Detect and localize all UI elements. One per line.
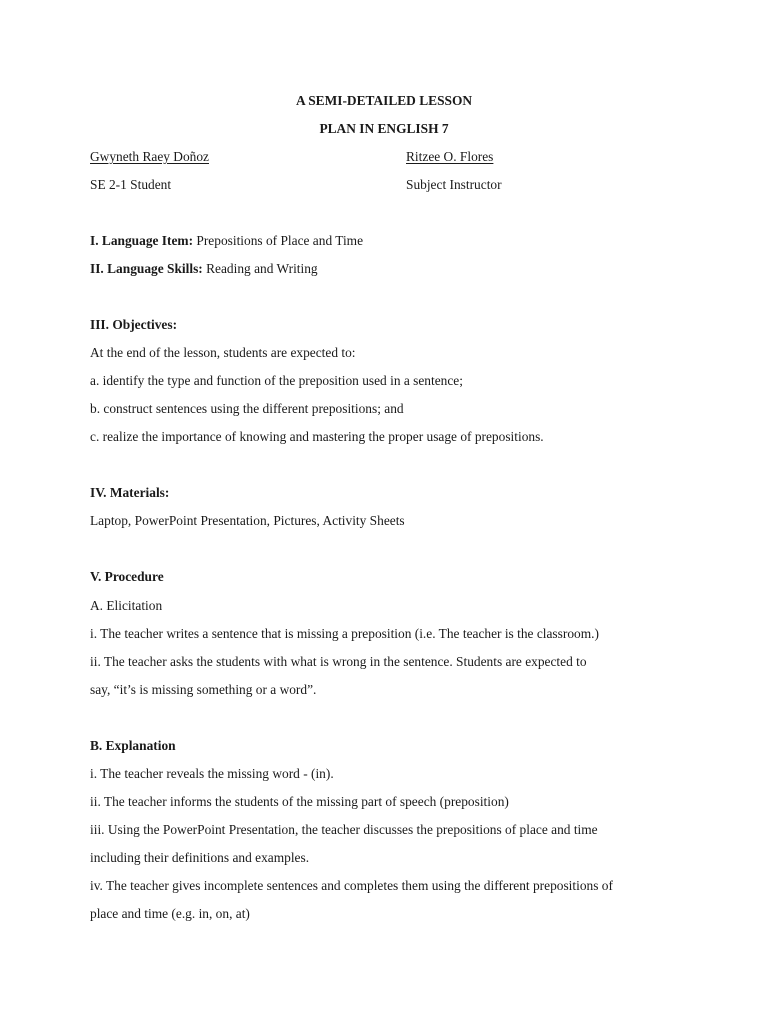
materials-text: Laptop, PowerPoint Presentation, Pictures, Activity Sheets [90,513,405,528]
language-skills-value: Reading and Writing [202,261,318,276]
explanation-line: iii. Using the PowerPoint Presentation, the teacher discusses the prepositions of place and time [90,822,598,837]
objectives-intro: At the end of the lesson, students are expected to: [90,345,356,360]
explanation-line: ii. The teacher informs the students of the missing part of speech (preposition) [90,794,509,809]
elicitation-line: i. The teacher writes a sentence that is missing a preposition (i.e. The teacher is the classroom.) [90,626,599,641]
objective-item: a. identify the type and function of the preposition used in a sentence; [90,373,463,388]
language-skills [90,259,318,279]
language-item-value: Prepositions of Place and Time [193,233,364,248]
title-line-1: A SEMI-DETAILED LESSON [295,93,473,108]
objective-item: c. realize the importance of knowing and mastering the proper usage of prepositions. [90,429,544,444]
explanation-line: i. The teacher reveals the missing word - (in). [90,766,334,781]
elicitation-heading: A. Elicitation [90,598,163,613]
elicitation-line: say, “it’s is missing something or a word”. [90,682,317,697]
language-skills-label: II. Language Skills: [90,261,203,276]
explanation-line: including their definitions and examples. [90,850,310,865]
elicitation-line: ii. The teacher asks the students with what is wrong in the sentence. Students are expected to [90,654,587,669]
student-name: Gwyneth Raey Doñoz [90,149,209,164]
language-item-label: I. Language Item: [90,233,194,248]
materials-heading: IV. Materials: [90,485,170,500]
instructor-name: Ritzee O. Flores [406,149,494,164]
language-item [90,231,363,251]
title-line-2: PLAN IN ENGLISH 7 [319,121,449,136]
explanation-line: iv. The teacher gives incomplete sentences and completes them using the different prepositions of [90,878,613,893]
explanation-heading: B. Explanation [90,738,176,753]
explanation-line: place and time (e.g. in, on, at) [90,906,250,921]
objective-item: b. construct sentences using the different prepositions; and [90,401,404,416]
procedure-heading: V. Procedure [90,569,164,584]
objectives-heading: III. Objectives: [90,317,178,332]
student-role: SE 2-1 Student [90,177,172,192]
instructor-role: Subject Instructor [406,177,502,192]
